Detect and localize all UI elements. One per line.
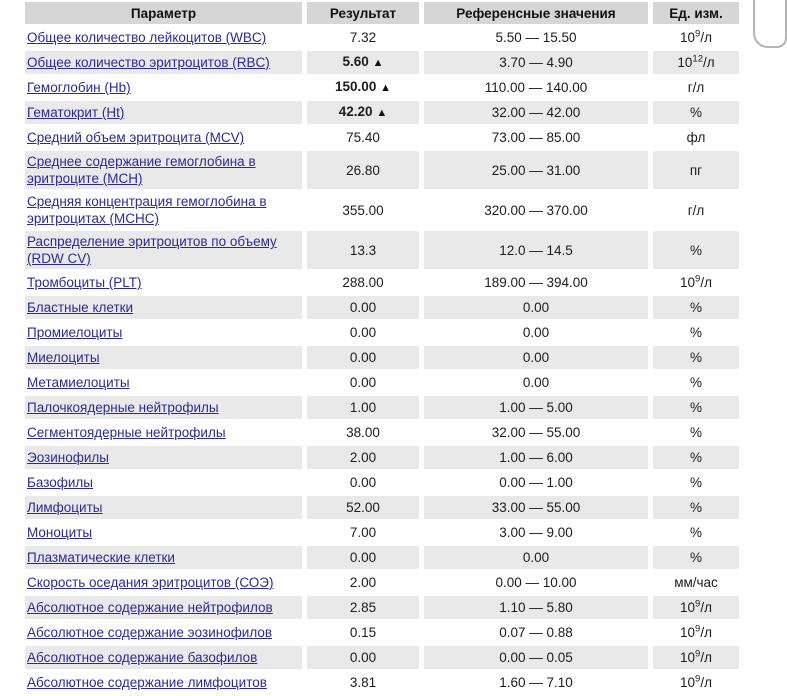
parameter-cell bbox=[25, 271, 302, 294]
parameter-link[interactable]: Средний объем эритроцита (MCV) bbox=[27, 130, 245, 145]
table-row bbox=[25, 271, 739, 294]
parameter-cell bbox=[25, 26, 302, 49]
parameter-cell bbox=[25, 671, 302, 694]
parameter-cell bbox=[25, 446, 302, 469]
reference-cell: 73.00 — 85.00 bbox=[424, 126, 648, 149]
parameter-link[interactable]: Бластные клетки bbox=[27, 300, 134, 315]
table-row bbox=[25, 571, 739, 594]
unit-cell: % bbox=[653, 546, 739, 569]
table-row bbox=[25, 646, 739, 669]
reference-cell: 0.00 bbox=[424, 321, 648, 344]
high-marker-icon: ▲ bbox=[372, 57, 384, 69]
parameter-link[interactable]: Эозинофилы bbox=[27, 450, 109, 465]
parameter-link[interactable]: Тромбоциты (PLT) bbox=[27, 275, 142, 290]
reference-cell: 0.00 — 10.00 bbox=[424, 571, 648, 594]
table-row bbox=[25, 231, 739, 269]
reference-cell: 12.0 — 14.5 bbox=[424, 231, 648, 269]
parameter-cell bbox=[25, 126, 302, 149]
reference-cell: 5.50 — 15.50 bbox=[424, 26, 648, 49]
reference-cell: 110.00 — 140.00 bbox=[424, 76, 648, 99]
parameter-cell bbox=[25, 371, 302, 394]
reference-cell: 0.07 — 0.88 bbox=[424, 621, 648, 644]
result-cell: 52.00 bbox=[307, 496, 419, 519]
table-row bbox=[25, 621, 739, 644]
unit-cell: г/л bbox=[653, 76, 739, 99]
unit-cell: мм/час bbox=[653, 571, 739, 594]
result-cell: 0.00 bbox=[307, 296, 419, 319]
scrollbar-thumb[interactable] bbox=[753, 0, 787, 48]
result-cell: 0.00 bbox=[307, 321, 419, 344]
parameter-link[interactable]: Абсолютное содержание базофилов bbox=[27, 650, 258, 665]
reference-cell: 189.00 — 394.00 bbox=[424, 271, 648, 294]
reference-cell: 1.60 — 7.10 bbox=[424, 671, 648, 694]
parameter-cell bbox=[25, 521, 302, 544]
table-row bbox=[25, 546, 739, 569]
reference-cell: 3.70 — 4.90 bbox=[424, 51, 648, 74]
reference-cell: 25.00 — 31.00 bbox=[424, 151, 648, 189]
table-row bbox=[25, 191, 739, 229]
parameter-cell bbox=[25, 321, 302, 344]
parameter-cell bbox=[25, 596, 302, 619]
results-table bbox=[20, 0, 744, 696]
parameter-cell bbox=[25, 496, 302, 519]
table-row bbox=[25, 521, 739, 544]
parameter-cell bbox=[25, 396, 302, 419]
table-row bbox=[25, 396, 739, 419]
reference-cell: 1.00 — 6.00 bbox=[424, 446, 648, 469]
reference-cell: 320.00 — 370.00 bbox=[424, 191, 648, 229]
table-row bbox=[25, 346, 739, 369]
reference-cell: 0.00 — 0.05 bbox=[424, 646, 648, 669]
unit-cell: % bbox=[653, 231, 739, 269]
unit-cell: % bbox=[653, 496, 739, 519]
parameter-cell bbox=[25, 296, 302, 319]
unit-cell: % bbox=[653, 321, 739, 344]
unit-cell: % bbox=[653, 371, 739, 394]
parameter-link[interactable]: Гемоглобин (Hb) bbox=[27, 80, 131, 95]
parameter-cell bbox=[25, 421, 302, 444]
parameter-cell bbox=[25, 571, 302, 594]
result-cell: 150.00 ▲ bbox=[307, 76, 419, 99]
parameter-cell bbox=[25, 76, 302, 99]
parameter-link[interactable]: Среднее содержание гемоглобина в эритроците (MCH) bbox=[27, 154, 256, 186]
results-table-body bbox=[25, 26, 739, 694]
table-row bbox=[25, 421, 739, 444]
table-row bbox=[25, 296, 739, 319]
unit-cell: % bbox=[653, 346, 739, 369]
high-marker-icon: ▲ bbox=[380, 82, 391, 94]
reference-cell: 0.00 bbox=[424, 546, 648, 569]
parameter-cell bbox=[25, 151, 302, 189]
table-row bbox=[25, 321, 739, 344]
table-row bbox=[25, 496, 739, 519]
unit-cell: пг bbox=[653, 151, 739, 189]
result-cell: 288.00 bbox=[307, 271, 419, 294]
parameter-link[interactable]: Распределение эритроцитов по объему (RDW CV) bbox=[27, 234, 277, 266]
unit-cell: $10^9/л$ bbox=[653, 621, 739, 644]
parameter-link[interactable]: Промиелоциты bbox=[27, 325, 123, 340]
parameter-cell bbox=[25, 191, 302, 229]
result-cell: 75.40 bbox=[307, 126, 419, 149]
unit-cell: $10^{12}/л$ bbox=[653, 51, 739, 74]
table-row bbox=[25, 371, 739, 394]
table-row bbox=[25, 51, 739, 74]
parameter-link[interactable]: Гематокрит (Ht) bbox=[27, 105, 125, 120]
unit-cell: % bbox=[653, 521, 739, 544]
table-row bbox=[25, 26, 739, 49]
table-row bbox=[25, 101, 739, 124]
unit-cell: % bbox=[653, 296, 739, 319]
parameter-link[interactable]: Абсолютное содержание лимфоцитов bbox=[27, 675, 267, 690]
table-row bbox=[25, 471, 739, 494]
result-cell: 355.00 bbox=[307, 191, 419, 229]
parameter-link[interactable]: Лимфоциты bbox=[27, 500, 103, 515]
unit-cell: $10^9/л$ bbox=[653, 596, 739, 619]
reference-cell: 3.00 — 9.00 bbox=[424, 521, 648, 544]
result-cell: 38.00 bbox=[307, 421, 419, 444]
parameter-link[interactable]: Сегментоядерные нейтрофилы bbox=[27, 425, 226, 440]
result-cell: 0.00 bbox=[307, 471, 419, 494]
reference-cell: 0.00 bbox=[424, 296, 648, 319]
parameter-link[interactable]: Общее количество эритроцитов (RBC) bbox=[27, 55, 270, 70]
parameter-cell bbox=[25, 231, 302, 269]
parameter-link[interactable]: Абсолютное содержание нейтрофилов bbox=[27, 600, 273, 615]
reference-cell: 32.00 — 42.00 bbox=[424, 101, 648, 124]
result-cell: 0.00 bbox=[307, 546, 419, 569]
parameter-cell bbox=[25, 346, 302, 369]
reference-cell: 33.00 — 55.00 bbox=[424, 496, 648, 519]
high-marker-icon: ▲ bbox=[376, 107, 388, 119]
result-cell: 2.00 bbox=[307, 446, 419, 469]
unit-cell: $10^9/л$ bbox=[653, 671, 739, 694]
unit-cell: % bbox=[653, 471, 739, 494]
parameter-cell bbox=[25, 621, 302, 644]
unit-cell: % bbox=[653, 421, 739, 444]
reference-cell: 0.00 — 1.00 bbox=[424, 471, 648, 494]
unit-cell: г/л bbox=[653, 191, 739, 229]
result-cell: 2.00 bbox=[307, 571, 419, 594]
result-cell: 5.60 ▲ bbox=[307, 51, 419, 74]
column-header-parameter: Параметр bbox=[25, 2, 302, 24]
table-row bbox=[25, 671, 739, 694]
parameter-cell bbox=[25, 546, 302, 569]
unit-cell: фл bbox=[653, 126, 739, 149]
parameter-link[interactable]: Общее количество лейкоцитов (WBC) bbox=[27, 30, 267, 45]
result-cell: 1.00 bbox=[307, 396, 419, 419]
parameter-link[interactable]: Миелоциты bbox=[27, 350, 100, 365]
result-cell: 7.32 bbox=[307, 26, 419, 49]
table-row bbox=[25, 151, 739, 189]
result-cell: 0.00 bbox=[307, 646, 419, 669]
parameter-link[interactable]: Моноциты bbox=[27, 525, 93, 540]
parameter-link[interactable]: Плазматические клетки bbox=[27, 550, 175, 565]
result-cell: 0.15 bbox=[307, 621, 419, 644]
result-cell: 42.20 ▲ bbox=[307, 101, 419, 124]
unit-cell: % bbox=[653, 446, 739, 469]
unit-cell: $10^9/л$ bbox=[653, 26, 739, 49]
parameter-link[interactable]: Абсолютное содержание эозинофилов bbox=[27, 625, 273, 640]
parameter-link[interactable]: Средняя концентрация гемоглобина в эритроцитах (MCHC) bbox=[27, 194, 267, 226]
reference-cell: 32.00 — 55.00 bbox=[424, 421, 648, 444]
result-cell: 7.00 bbox=[307, 521, 419, 544]
result-cell: 3.81 bbox=[307, 671, 419, 694]
parameter-cell bbox=[25, 471, 302, 494]
result-cell: 0.00 bbox=[307, 371, 419, 394]
parameter-link[interactable]: Скорость оседания эритроцитов (СОЭ) bbox=[27, 575, 274, 590]
parameter-link[interactable]: Метамиелоциты bbox=[27, 375, 130, 390]
reference-cell: 1.00 — 5.00 bbox=[424, 396, 648, 419]
unit-cell: $10^9/л$ bbox=[653, 271, 739, 294]
table-header-row bbox=[25, 2, 739, 24]
column-header-reference: Референсные значения bbox=[424, 2, 648, 24]
parameter-cell bbox=[25, 51, 302, 74]
parameter-link[interactable]: Базофилы bbox=[27, 475, 93, 490]
reference-cell: 0.00 bbox=[424, 371, 648, 394]
table-row bbox=[25, 126, 739, 149]
reference-cell: 0.00 bbox=[424, 346, 648, 369]
result-cell: 13.3 bbox=[307, 231, 419, 269]
unit-cell: % bbox=[653, 101, 739, 124]
parameter-cell bbox=[25, 101, 302, 124]
result-cell: 26.80 bbox=[307, 151, 419, 189]
unit-cell: % bbox=[653, 396, 739, 419]
reference-cell: 1.10 — 5.80 bbox=[424, 596, 648, 619]
result-cell: 2.85 bbox=[307, 596, 419, 619]
table-row bbox=[25, 596, 739, 619]
parameter-link[interactable]: Палочкоядерные нейтрофилы bbox=[27, 400, 219, 415]
table-row bbox=[25, 446, 739, 469]
unit-cell: $10^9/л$ bbox=[653, 646, 739, 669]
result-cell: 0.00 bbox=[307, 346, 419, 369]
column-header-result: Результат bbox=[307, 2, 419, 24]
table-row bbox=[25, 76, 739, 99]
parameter-cell bbox=[25, 646, 302, 669]
column-header-units: Ед. изм. bbox=[653, 2, 739, 24]
